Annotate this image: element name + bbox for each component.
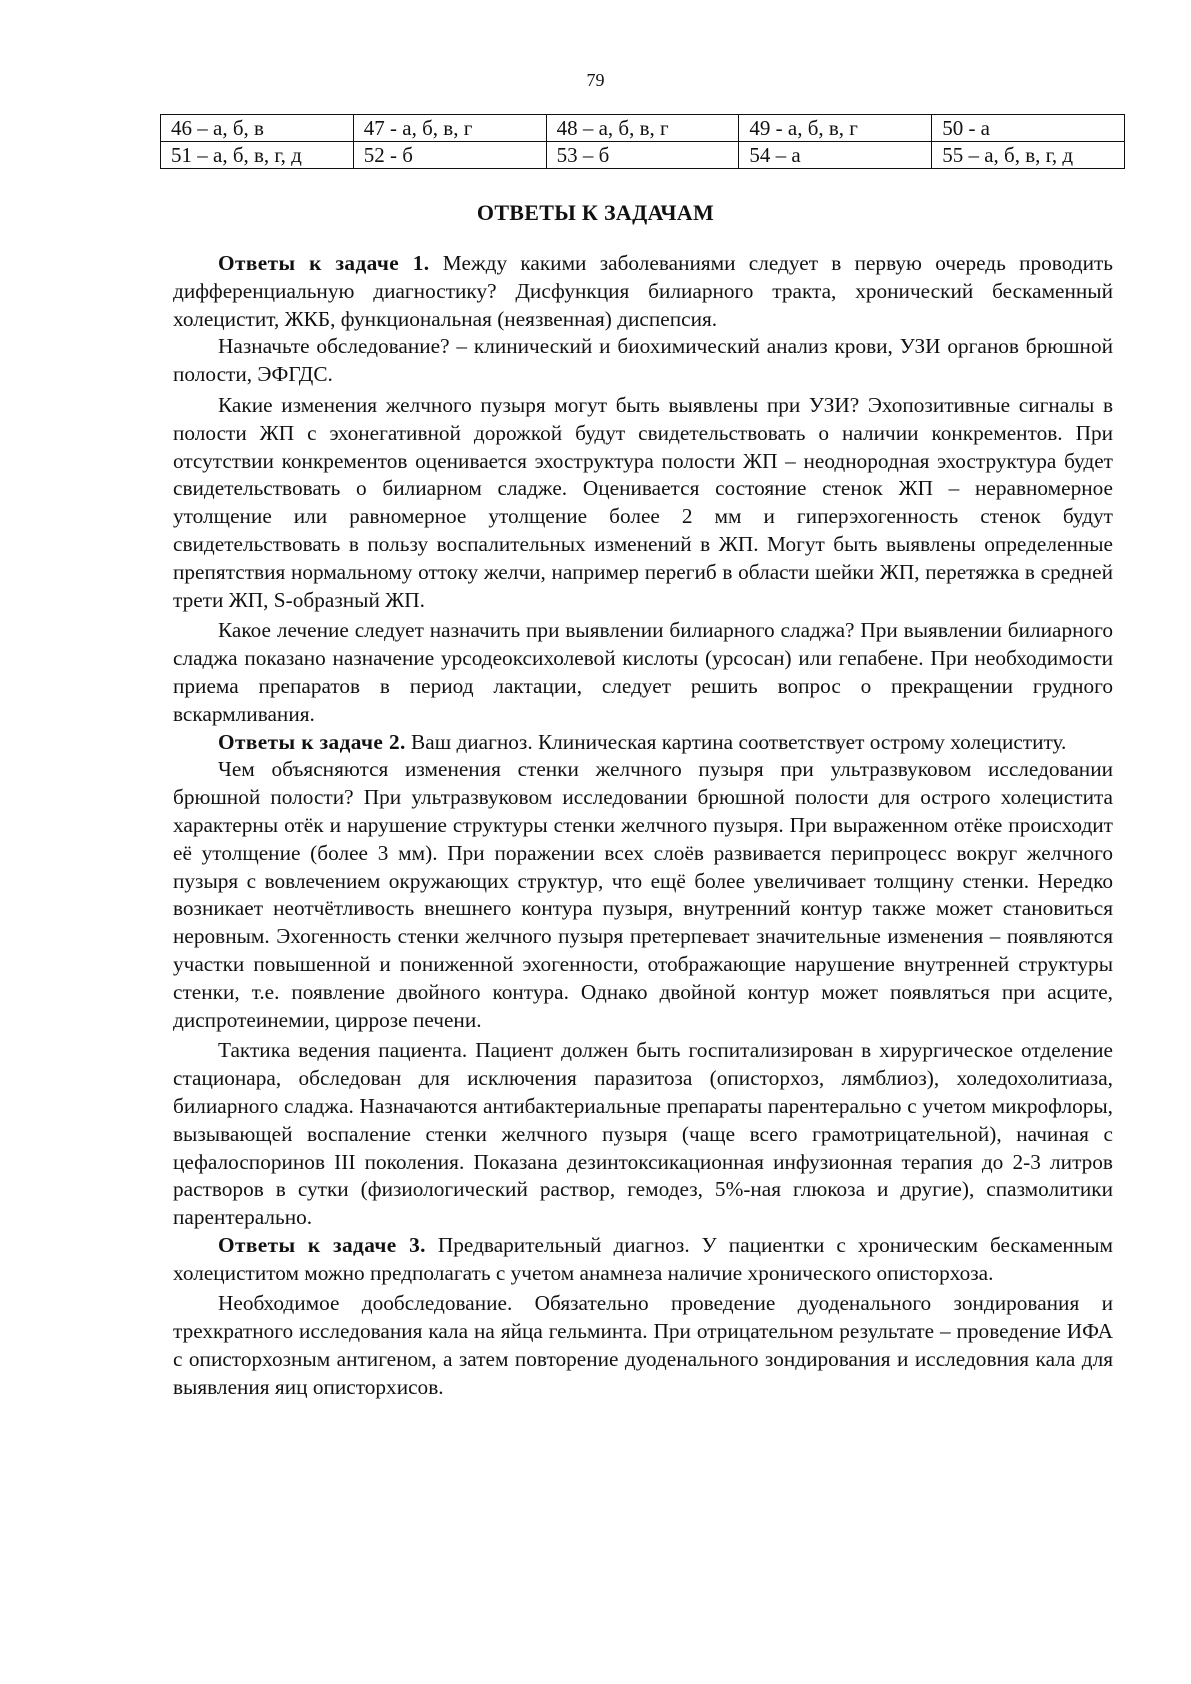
paragraph [173, 729, 1113, 757]
paragraph [173, 1037, 1113, 1232]
table-row [161, 142, 1125, 169]
table-cell: 51 – а, б, в, г, д [161, 142, 354, 169]
table-cell: 48 – а, б, в, г [546, 115, 739, 142]
paragraph [173, 756, 1113, 1034]
paragraph [173, 250, 1113, 333]
table-cell: 52 - б [353, 142, 546, 169]
answers-text [173, 250, 1113, 1402]
paragraph-text: Предварительный диагноз. У пациентки с хроническим бескаменным холециститом можно предполагать с учетом анамнеза наличие хронического описторхоза. [173, 1232, 1113, 1285]
paragraph [173, 1290, 1113, 1401]
paragraph-text: Тактика ведения пациента. Пациент должен быть госпитализирован в хирургическое отделение стационара, обследован для исключения паразитоза (описторхоз, лямблиоз), холедохолитиаза, билиарного сладжа. Назначаются антибактериальные препараты парентерально с учетом микрофлоры, вызывающей воспаление стенки желчного пузыря (чаще всего грамотрицательной), начиная с цефалоспоринов III поколения. Показана дезинтоксикационная инфузионная терапия до 2-3 литров растворов в сутки (физиологический раствор, гемодез, 5%-ная глюкоза и другие), спазмолитики парентерально. [173, 1038, 1113, 1230]
section-title: ОТВЕТЫ К ЗАДАЧАМ [476, 200, 715, 225]
paragraph-text: Чем объясняются изменения стенки желчного пузыря при ультразвуковом исследовании брюшной полости? При ультразвуковом исследовании брюшной полости для острого холецистита характерны отёк и нарушение структуры стенки желчного пузыря. При выраженном отёке происходит её утолщение (более 3 мм). При поражении всех слоёв развивается перипроцесс вокруг желчного пузыря с вовлечением окружающих структур, что ещё более увеличивает толщину стенки. Нередко возникает неотчётливость внешнего контура пузыря, внутренний контур также может становиться неровным. Эхогенность стенки желчного пузыря претерпевает значительные изменения – появляются участки повышенной и пониженной эхогенности, отображающие нарушение внутренней структуры стенки, т.е. появление двойного контура. Однако двойной контур может появляться при асците, диспротеинемии, циррозе печени. [173, 757, 1113, 1032]
paragraph [173, 1232, 1113, 1288]
paragraph-text: Какое лечение следует назначить при выявлении билиарного сладжа? При выявлении билиарного сладжа показано назначение урсодеоксихолевой кислоты (урсосан) или гепабене. При необходимости приема препаратов в период лактации, следует решить вопрос о прекращении грудного вскармливания. [173, 618, 1113, 726]
paragraph [173, 392, 1113, 614]
table-cell: 49 - а, б, в, г [739, 115, 932, 142]
answer-lead: Ответы к задаче 2. [218, 729, 406, 754]
paragraph-text: Назначьте обследование? – клинический и биохимический анализ крови, УЗИ органов брюшной полости, ЭФГДС. [173, 334, 1113, 387]
table-cell: 53 – б [546, 142, 739, 169]
table-cell: 55 – а, б, в, г, д [932, 142, 1125, 169]
table-cell: 47 - а, б, в, г [353, 115, 546, 142]
answer-lead: Ответы к задаче 3. [218, 1232, 426, 1257]
answers-table [160, 114, 1125, 169]
table-row [161, 115, 1125, 142]
paragraph [173, 333, 1113, 389]
paragraph-text: Между какими заболеваниями следует в первую очередь проводить дифференциальную диагностику? Дисфункция билиарного тракта, хронический бескаменный холецистит, ЖКБ, функциональная (неязвенная) диспепсия. [173, 251, 1113, 331]
paragraph-text: Необходимое дообследование. Обязательно проведение дуоденального зондирования и трехкратного исследования кала на яйца гельминта. При отрицательном результате – проведение ИФА с описторхозным антигеном, а затем повторение дуоденального зондирования и исследовния кала для выявления яиц описторхисов. [173, 1291, 1113, 1399]
page-number: 79 [586, 70, 605, 90]
paragraph [173, 617, 1113, 728]
answer-lead: Ответы к задаче 1. [218, 251, 430, 275]
table-cell: 46 – а, б, в [161, 115, 354, 142]
paragraph-text: Ваш диагноз. Клиническая картина соответствует острому холециститу. [405, 729, 1067, 754]
paragraph-text: Какие изменения желчного пузыря могут быть выявлены при УЗИ? Эхопозитивные сигналы в полости ЖП с эхонегативной дорожкой будут свидетельствовать о наличии конкрементов. При отсутствии конкрементов оценивается эхоструктура полости ЖП – неоднородная эхоструктура будет свидетельствовать о билиарном сладже. Оценивается состояние стенок ЖП – неравномерное утолщение или равномерное утолщение более 2 мм и гиперэхогенность стенок будут свидетельствовать в пользу воспалительных изменений в ЖП. Могут быть выявлены определенные препятствия нормальному оттоку желчи, например перегиб в области шейки ЖП, перетяжка в средней трети ЖП, S-образный ЖП. [173, 392, 1113, 612]
table-cell: 54 – а [739, 142, 932, 169]
table-cell: 50 - а [932, 115, 1125, 142]
